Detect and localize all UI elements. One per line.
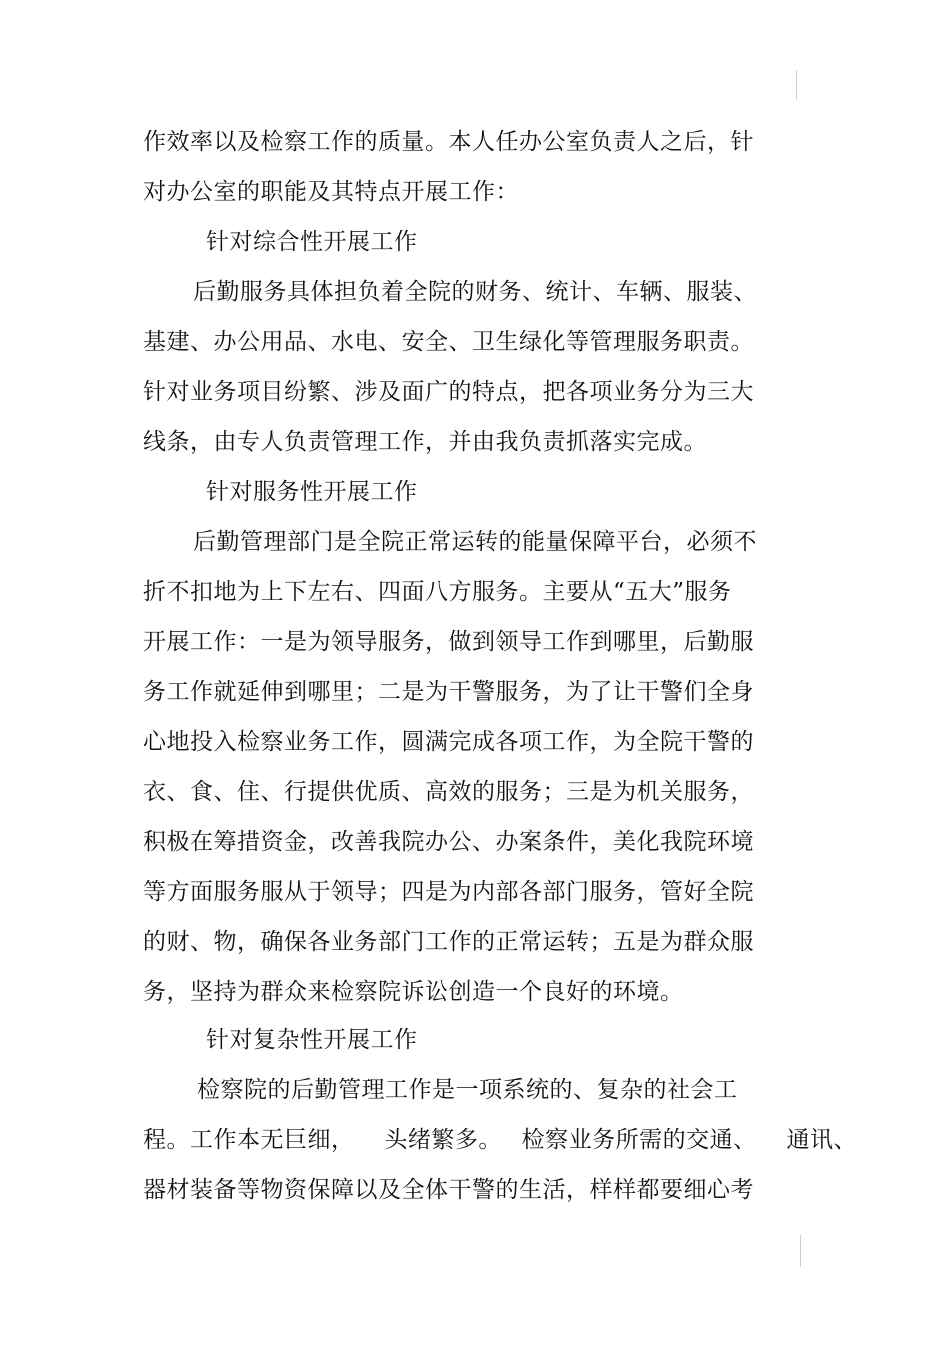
text-line: 开展工作：一是为领导服务，做到领导工作到哪里，后勤服 — [143, 629, 754, 655]
text-line: 折不扣地为上下左右、四面八方服务。主要从“五大”服务 — [143, 579, 732, 605]
text-line: 等方面服务服从于领导；四是为内部各部门服务，管好全院 — [143, 879, 754, 905]
text-line: 后勤管理部门是全院正常运转的能量保障平台，必须不 — [193, 529, 757, 555]
text-line: 积极在筹措资金，改善我院办公、办案条件，美化我院环境 — [143, 829, 754, 855]
text-segment: 通讯、 — [786, 1127, 857, 1153]
text-line: 的财、物，确保各业务部门工作的正常运转；五是为群众服 — [143, 929, 754, 955]
section-heading: 针对服务性开展工作 — [206, 479, 418, 505]
text-line: 检察院的后勤管理工作是一项系统的、复杂的社会工 — [197, 1077, 738, 1103]
margin-mark-bottom — [800, 1235, 801, 1267]
text-line: 作效率以及检察工作的质量。本人任办公室负责人之后，针 — [143, 129, 754, 155]
text-line: 心地投入检察业务工作，圆满完成各项工作，为全院干警的 — [143, 729, 754, 755]
text-line: 衣、食、住、行提供优质、高效的服务；三是为机关服务， — [143, 779, 754, 805]
text-line: 务，坚持为群众来检察院诉讼创造一个良好的环境。 — [143, 979, 684, 1005]
text-line: 务工作就延伸到哪里；二是为干警服务，为了让干警们全身 — [143, 679, 754, 705]
margin-mark-top — [796, 70, 797, 100]
text-line — [143, 1125, 857, 1155]
text-segment: 头绪繁多。 — [384, 1127, 502, 1153]
section-heading: 针对复杂性开展工作 — [206, 1027, 418, 1053]
text-line: 后勤服务具体担负着全院的财务、统计、车辆、服装、 — [193, 279, 757, 305]
text-line: 针对业务项目纷繁、涉及面广的特点，把各项业务分为三大 — [143, 379, 754, 405]
text-line: 基建、办公用品、水电、安全、卫生绿化等管理服务职责。 — [143, 329, 754, 355]
section-heading: 针对综合性开展工作 — [206, 229, 418, 255]
text-line: 线条，由专人负责管理工作，并由我负责抓落实完成。 — [143, 429, 707, 455]
text-line: 器材装备等物资保障以及全体干警的生活，样样都要细心考 — [143, 1177, 754, 1203]
text-segment: 程。工作本无巨细， — [143, 1127, 355, 1153]
text-segment: 检察业务所需的交通、 — [521, 1127, 757, 1153]
text-line: 对办公室的职能及其特点开展工作： — [143, 179, 519, 205]
